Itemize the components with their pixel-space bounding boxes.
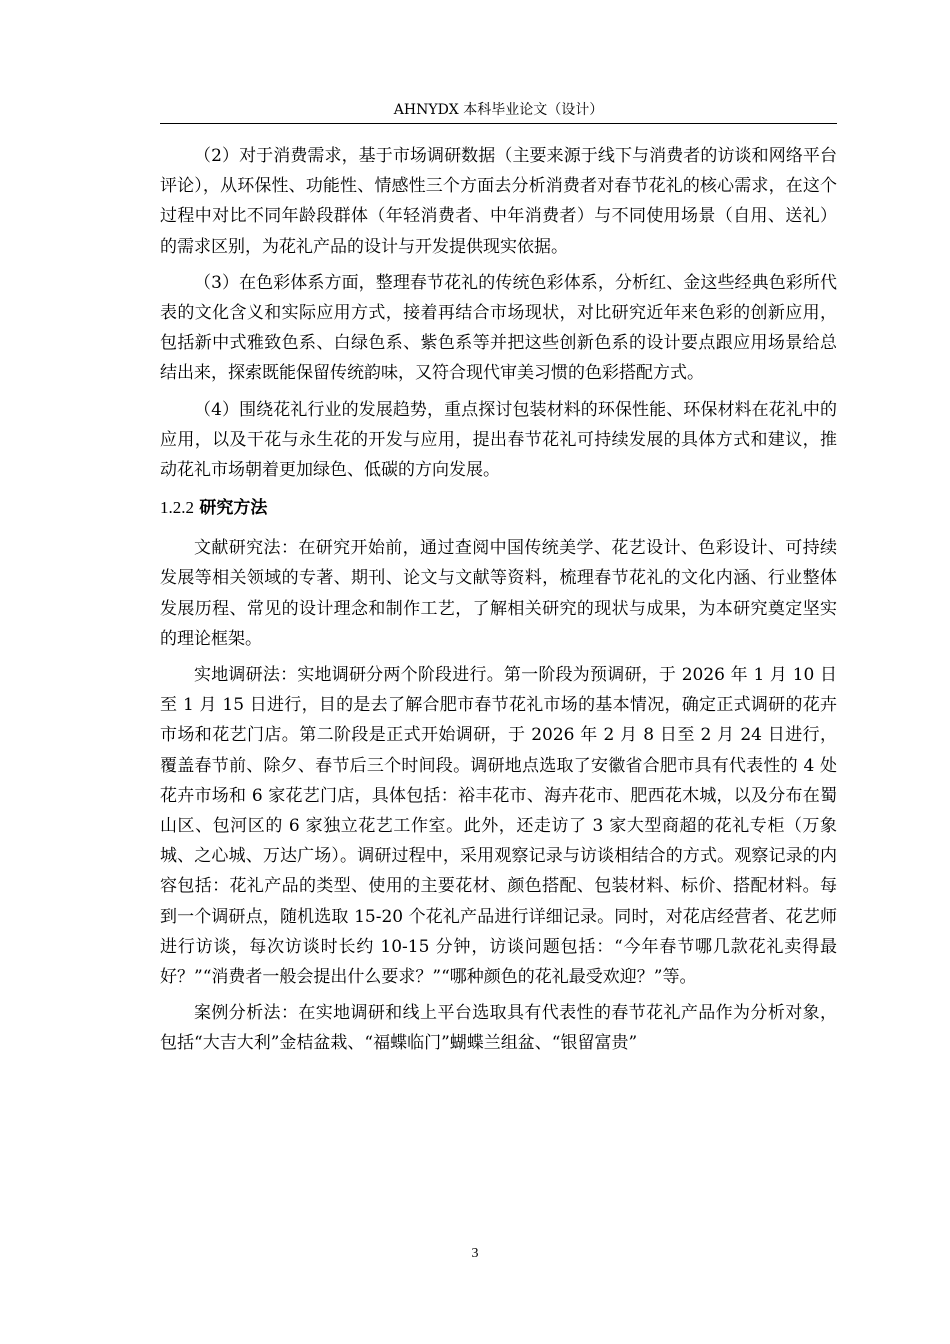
page-header: AHNYDX 本科毕业论文（设计）: [393, 102, 604, 118]
page-number: 3: [471, 1246, 479, 1261]
paragraph-field-research: 实地调研法：实地调研分两个阶段进行。第一阶段为预调研，于 2026 年 1 月 10 日至 1 月 15 日进行，目的是去了解合肥市春节花礼市场的基本情况，确定正式调研的花卉市场和花艺门店。第二阶段是正式开始调研，于 2026 年 2 月 8 日至 2 月 24 日进行，覆盖春节前、除夕、春节后三个时间段。调研地点选取了安徽省合肥市具有代表性的 4 处花卉市场和 6 家花艺门店，具体包括：裕丰花市、海卉花市、肥西花木城，以及分布在蜀山区、包河区的 6 家独立花艺工作室。此外，还走访了 3 家大型商超的花礼专柜（万象城、之心城、万达广场）。调研过程中，采用观察记录与访谈相结合的方式。观察记录的内容包括：花礼产品的类型、使用的主要花材、颜色搭配、包装材料、标价、搭配材料。每到一个调研点，随机选取 15-20 个花礼产品进行详细记录。同时，对花店经营者、花艺师进行访谈，每次访谈时长约 10-15 分钟，访谈问题包括：“今年春节哪几款花礼卖得最好？”“消费者一般会提出什么要求？”“哪种颜色的花礼最受欢迎？”等。: [160, 665, 837, 988]
header-rule: [160, 123, 837, 124]
section-number: 1.2.2: [160, 498, 194, 518]
paragraph-consumer-demand: （2）对于消费需求，基于市场调研数据（主要来源于线下与消费者的访谈和网络平台评论），从环保性、功能性、情感性三个方面去分析消费者对春节花礼的核心需求，在这个过程中对比不同年龄段群体（年轻消费者、中年消费者）与不同使用场景（自用、送礼）的需求区别，为花礼产品的设计与开发提供现实依据。: [160, 146, 837, 257]
section-heading: [160, 493, 837, 523]
paragraph-color-system: （3）在色彩体系方面，整理春节花礼的传统色彩体系，分析红、金这些经典色彩所代表的文化含义和实际应用方式，接着再结合市场现状，对比研究近年来色彩的创新应用，包括新中式雅致色系、白绿色系、紫色系等并把这些创新色系的设计要点跟应用场景给总结出来，探索既能保留传统韵味，又符合现代审美习惯的色彩搭配方式。: [160, 272, 837, 384]
paragraph-sustainability: （4）围绕花礼行业的发展趋势，重点探讨包装材料的环保性能、环保材料在花礼中的应用，以及干花与永生花的开发与应用，提出春节花礼可持续发展的具体方式和建议，推动花礼市场朝着更加绿色、低碳的方向发展。: [160, 399, 837, 481]
paragraph-literature-method: 文献研究法：在研究开始前，通过查阅中国传统美学、花艺设计、色彩设计、可持续发展等相关领域的专著、期刊、论文与文献等资料，梳理春节花礼的文化内涵、行业整体发展历程、常见的设计理念和制作工艺，了解相关研究的现状与成果，为本研究奠定坚实的理论框架。: [160, 538, 837, 649]
paragraph-case-analysis: 案例分析法：在实地调研和线上平台选取具有代表性的春节花礼产品作为分析对象，包括“大吉大利”金桔盆栽、“福蝶临门”蝴蝶兰组盆、“银留富贵”: [160, 1003, 837, 1054]
section-title: 研究方法: [199, 498, 268, 519]
document-body: [160, 141, 837, 1059]
